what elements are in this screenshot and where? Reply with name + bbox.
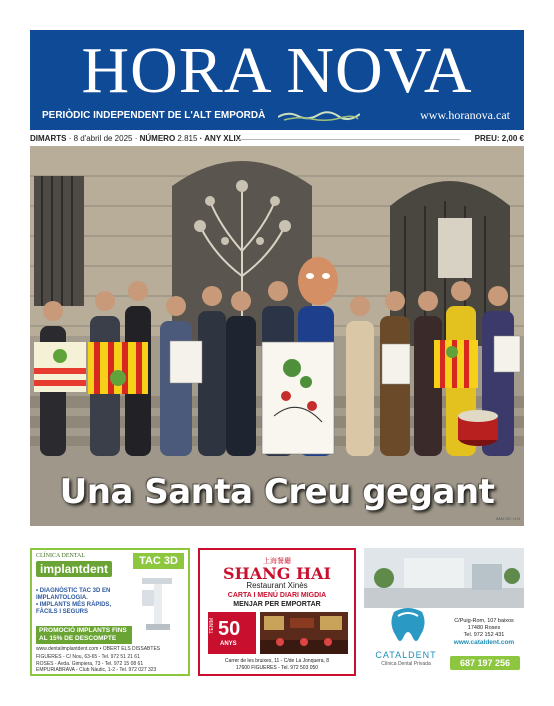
cataldent-subtitle: Clínica Dental Privada bbox=[381, 661, 431, 667]
dental-scanner-icon bbox=[136, 576, 180, 634]
masthead bbox=[30, 30, 524, 130]
shanghai-ad[interactable] bbox=[198, 548, 356, 676]
shanghai-chinese-name: 上海餐廳 bbox=[263, 558, 291, 565]
newspaper-website[interactable]: www.horanova.cat bbox=[420, 108, 510, 122]
anniversary-badge bbox=[208, 612, 256, 654]
implantdent-website[interactable]: www.dentalimplantdent.com • OBERT ELS DISSABTES bbox=[36, 646, 161, 652]
cataldent-street: C/Puig-Rom, 107 baixos bbox=[454, 618, 514, 624]
newspaper-tagline: PERIÒDIC INDEPENDENT DE L'ALT EMPORDÀ bbox=[42, 110, 266, 121]
cataldent-tel: Tel. 972 152 431 bbox=[463, 632, 505, 638]
shanghai-address: Carrer de les bruixes, 11 - C/de La Jonquera, 8 bbox=[224, 658, 330, 664]
implantdent-address: ROSES - Avda. Gimpiera, 73 - Tel. 972 15 08 61 bbox=[36, 660, 144, 667]
implantdent-bullet: • DIAGNÒSTIC TAC 3D EN IMPLANTOLOGIA. bbox=[36, 588, 111, 601]
badge-suffix: ANYS bbox=[220, 641, 237, 647]
cover-photo-illustration bbox=[30, 146, 524, 526]
badge-number: 50 bbox=[218, 618, 241, 640]
photo-credit: IMATGE: H.N bbox=[495, 516, 520, 521]
cataldent-brand: CATALDENT bbox=[375, 650, 437, 660]
cataldent-phone[interactable]: 687 197 256 bbox=[450, 656, 520, 670]
tooth-logo-icon bbox=[384, 606, 432, 648]
implantdent-address: FIGUERES - C/ Nou, 63-65 - Tel. 972 51 21 61 bbox=[36, 654, 140, 660]
issue-date: · 8 d'abril de 2025 · bbox=[68, 134, 138, 143]
cataldent-ad[interactable] bbox=[364, 548, 524, 676]
implantdent-ad[interactable] bbox=[30, 548, 190, 676]
implantdent-bullets bbox=[36, 588, 126, 616]
cover-photo bbox=[30, 146, 524, 526]
implantdent-promo: PROMOCIÓ IMPLANTS FINS AL 15% DE DESCOMPTE bbox=[36, 626, 132, 644]
cataldent-website[interactable]: www.cataldent.com bbox=[453, 639, 515, 646]
clinic-interior-photo bbox=[364, 548, 524, 608]
shanghai-takeaway: MENJAR PER EMPORTAR bbox=[233, 601, 321, 608]
issue-number-label: NÚMERO bbox=[139, 134, 176, 143]
issue-day: DIMARTS bbox=[30, 134, 67, 143]
shanghai-contact bbox=[200, 658, 354, 671]
cataldent-city: 17480 Roses bbox=[467, 625, 501, 631]
implantdent-bullet: • IMPLANTS MÉS RÀPIDS, FÀCILS I SEGURS bbox=[36, 602, 112, 615]
landscape-logo-icon bbox=[278, 108, 360, 122]
dateline bbox=[30, 134, 524, 144]
shanghai-name: SHANG HAI bbox=[223, 564, 331, 583]
implantdent-address: EMPURIABRAVA - Club Nàutic, 1-2 - Tel. 972 027 323 bbox=[36, 667, 157, 673]
implantdent-logo: implantdent bbox=[36, 561, 112, 577]
implantdent-addresses bbox=[36, 654, 156, 674]
issue-number: 2.815 bbox=[177, 134, 198, 143]
shanghai-city-phone: 17600 FIGUERES - Tel. 972 503 050 bbox=[235, 664, 319, 671]
divider bbox=[236, 139, 460, 140]
implantdent-product: TAC 3D bbox=[133, 553, 184, 569]
shanghai-menu: CARTA I MENÚ DIARI MIGDIA bbox=[227, 592, 327, 599]
implantdent-top-label: CLÍNICA DENTAL bbox=[36, 553, 86, 559]
badge-prefix: TENIM bbox=[209, 618, 215, 634]
issue-price: PREU: 2,00 € bbox=[474, 134, 524, 143]
issue-year: · ANY XLIX bbox=[199, 134, 242, 143]
shanghai-subtitle: Restaurant Xinès bbox=[246, 581, 308, 590]
cover-headline: Una Santa Creu gegant bbox=[59, 472, 495, 512]
cataldent-address bbox=[448, 618, 520, 646]
newspaper-title: HORA NOVA bbox=[81, 34, 473, 107]
restaurant-interior-photo bbox=[260, 612, 348, 654]
